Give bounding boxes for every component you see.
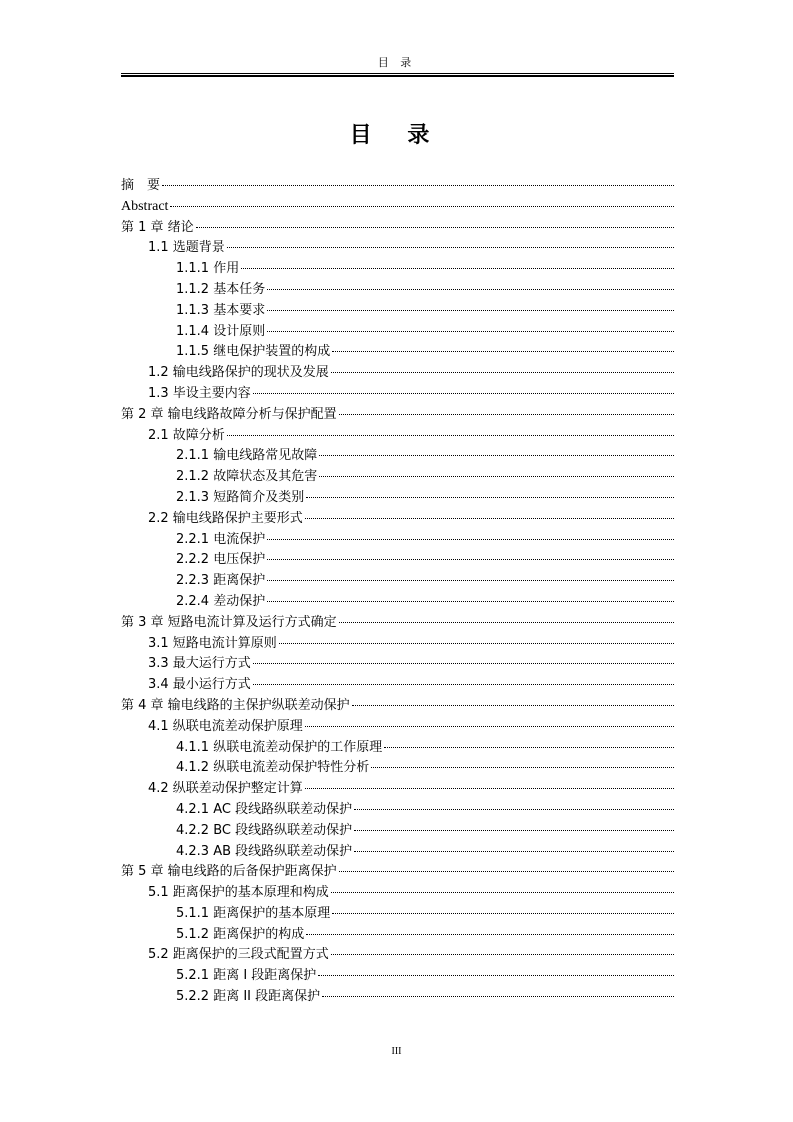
toc-dot-leader	[227, 247, 674, 248]
toc-dot-leader	[267, 289, 674, 290]
toc-dot-leader	[319, 455, 674, 456]
toc-entry-text: 4.1.1 纵联电流差动保护的工作原理	[176, 739, 383, 755]
toc-entry[interactable]	[121, 966, 674, 987]
toc-entry-text: 1.2 输电线路保护的现状及发展	[148, 365, 329, 381]
toc-entry[interactable]	[121, 779, 674, 800]
toc-dot-leader	[267, 601, 674, 602]
toc-entry[interactable]	[121, 925, 674, 946]
toc-entry-text: 1.3 毕设主要内容	[148, 385, 251, 401]
toc-dot-leader	[354, 851, 674, 852]
toc-entry[interactable]	[121, 342, 674, 363]
toc-entry-text: 3.4 最小运行方式	[148, 677, 251, 693]
toc-entry-text: 5.2.2 距离 II 段距离保护	[176, 989, 321, 1005]
toc-entry-text: 2.2.3 距离保护	[176, 573, 266, 589]
toc-entry-text: 2.2.4 差动保护	[176, 593, 266, 609]
toc-entry-text: 第 4 章 输电线路的主保护纵联差动保护	[121, 697, 350, 713]
toc-entry-text: 1.1.5 继电保护装置的构成	[176, 344, 331, 360]
toc-entry-text: 2.1 故障分析	[148, 427, 225, 443]
toc-entry-text: 2.2.1 电流保护	[176, 531, 266, 547]
toc-entry-text: 5.1.2 距离保护的构成	[176, 926, 305, 942]
toc-dot-leader	[332, 351, 674, 352]
toc-dot-leader	[352, 705, 674, 706]
toc-entry-text: 4.2 纵联差动保护整定计算	[148, 781, 303, 797]
toc-dot-leader	[319, 476, 674, 477]
table-of-contents	[121, 176, 674, 1008]
toc-entry[interactable]	[121, 488, 674, 509]
toc-entry[interactable]	[121, 197, 674, 218]
toc-entry[interactable]	[121, 842, 674, 863]
toc-entry[interactable]	[121, 945, 674, 966]
toc-dot-leader	[331, 954, 674, 955]
toc-entry[interactable]	[121, 800, 674, 821]
toc-entry-text: 4.2.2 BC 段线路纵联差动保护	[176, 822, 353, 838]
toc-entry[interactable]	[121, 758, 674, 779]
toc-entry-text: 4.1 纵联电流差动保护原理	[148, 718, 303, 734]
toc-entry-text: 2.2 输电线路保护主要形式	[148, 510, 303, 526]
toc-entry[interactable]	[121, 571, 674, 592]
toc-dot-leader	[339, 414, 674, 415]
toc-entry-text: 4.2.1 AC 段线路纵联差动保护	[176, 801, 353, 817]
toc-dot-leader	[384, 747, 674, 748]
toc-entry[interactable]	[121, 654, 674, 675]
toc-entry-text: 5.2.1 距离 I 段距离保护	[176, 968, 317, 984]
toc-entry[interactable]	[121, 384, 674, 405]
toc-entry-text: 5.2 距离保护的三段式配置方式	[148, 947, 329, 963]
toc-entry-text: 1.1 选题背景	[148, 240, 225, 256]
toc-entry-text: 第 5 章 输电线路的后备保护距离保护	[121, 864, 337, 880]
toc-dot-leader	[318, 975, 674, 976]
header-rule-thin	[121, 73, 674, 74]
toc-dot-leader	[371, 767, 674, 768]
header-rule-thick	[121, 75, 674, 77]
toc-entry-text: 第 2 章 输电线路故障分析与保护配置	[121, 406, 337, 422]
toc-entry-text: 2.1.3 短路简介及类别	[176, 489, 305, 505]
toc-dot-leader	[331, 892, 674, 893]
toc-dot-leader	[227, 435, 674, 436]
toc-entry[interactable]	[121, 176, 674, 197]
toc-entry-text: 2.1.1 输电线路常见故障	[176, 448, 318, 464]
toc-entry-text: 1.1.4 设计原则	[176, 323, 266, 339]
toc-dot-leader	[306, 497, 674, 498]
toc-dot-leader	[305, 726, 674, 727]
toc-entry-text: 1.1.3 基本要求	[176, 302, 266, 318]
toc-dot-leader	[279, 643, 674, 644]
toc-entry[interactable]	[121, 821, 674, 842]
toc-entry[interactable]	[121, 613, 674, 634]
toc-dot-leader	[331, 372, 674, 373]
toc-dot-leader	[322, 996, 674, 997]
page-number: III	[391, 1046, 402, 1057]
toc-dot-leader	[305, 788, 674, 789]
toc-entry-text: 第 3 章 短路电流计算及运行方式确定	[121, 614, 337, 630]
toc-dot-leader	[267, 580, 674, 581]
toc-entry-text: 3.1 短路电流计算原则	[148, 635, 277, 651]
toc-dot-leader	[253, 393, 674, 394]
toc-entry-text: 1.1.2 基本任务	[176, 281, 266, 297]
toc-dot-leader	[332, 913, 674, 914]
toc-dot-leader	[267, 559, 674, 560]
toc-entry[interactable]	[121, 987, 674, 1008]
toc-entry[interactable]	[121, 280, 674, 301]
toc-entry[interactable]	[121, 675, 674, 696]
toc-entry[interactable]	[121, 301, 674, 322]
toc-entry-text: 第 1 章 绪论	[121, 219, 194, 235]
toc-dot-leader	[339, 871, 674, 872]
page-title: 目 录	[349, 123, 444, 148]
toc-entry[interactable]	[121, 883, 674, 904]
toc-dot-leader	[339, 622, 674, 623]
toc-dot-leader	[354, 809, 674, 810]
toc-entry[interactable]	[121, 550, 674, 571]
running-header: 目 录	[377, 56, 416, 69]
toc-entry[interactable]	[121, 530, 674, 551]
toc-entry-text: 4.2.3 AB 段线路纵联差动保护	[176, 843, 353, 859]
toc-dot-leader	[253, 663, 674, 664]
toc-entry[interactable]	[121, 426, 674, 447]
toc-entry-text: 5.1 距离保护的基本原理和构成	[148, 885, 329, 901]
toc-dot-leader	[354, 830, 674, 831]
toc-entry[interactable]	[121, 238, 674, 259]
toc-entry[interactable]	[121, 467, 674, 488]
toc-entry-text: 5.1.1 距离保护的基本原理	[176, 905, 331, 921]
toc-dot-leader	[170, 206, 674, 207]
toc-dot-leader	[305, 518, 674, 519]
toc-dot-leader	[241, 268, 674, 269]
toc-entry-text: 1.1.1 作用	[176, 261, 240, 277]
toc-dot-leader	[267, 310, 674, 311]
toc-entry-text: 2.1.2 故障状态及其危害	[176, 469, 318, 485]
toc-entry[interactable]	[121, 738, 674, 759]
toc-dot-leader	[162, 185, 674, 186]
toc-entry[interactable]	[121, 405, 674, 426]
toc-entry[interactable]	[121, 509, 674, 530]
toc-entry[interactable]	[121, 717, 674, 738]
toc-entry[interactable]	[121, 634, 674, 655]
toc-entry[interactable]	[121, 696, 674, 717]
toc-entry-text: 3.3 最大运行方式	[148, 656, 251, 672]
toc-entry[interactable]	[121, 904, 674, 925]
toc-dot-leader	[306, 934, 674, 935]
toc-entry[interactable]	[121, 259, 674, 280]
toc-dot-leader	[196, 227, 674, 228]
toc-dot-leader	[267, 331, 674, 332]
toc-entry[interactable]	[121, 592, 674, 613]
toc-entry[interactable]	[121, 363, 674, 384]
toc-dot-leader	[253, 684, 674, 685]
toc-entry-text: 2.2.2 电压保护	[176, 552, 266, 568]
toc-entry[interactable]	[121, 218, 674, 239]
toc-entry[interactable]	[121, 862, 674, 883]
toc-entry[interactable]	[121, 322, 674, 343]
toc-entry-text: 4.1.2 纵联电流差动保护特性分析	[176, 760, 370, 776]
toc-entry-text: Abstract	[121, 198, 169, 214]
toc-entry[interactable]	[121, 446, 674, 467]
toc-dot-leader	[267, 539, 674, 540]
toc-entry-text: 摘 要	[121, 178, 161, 193]
